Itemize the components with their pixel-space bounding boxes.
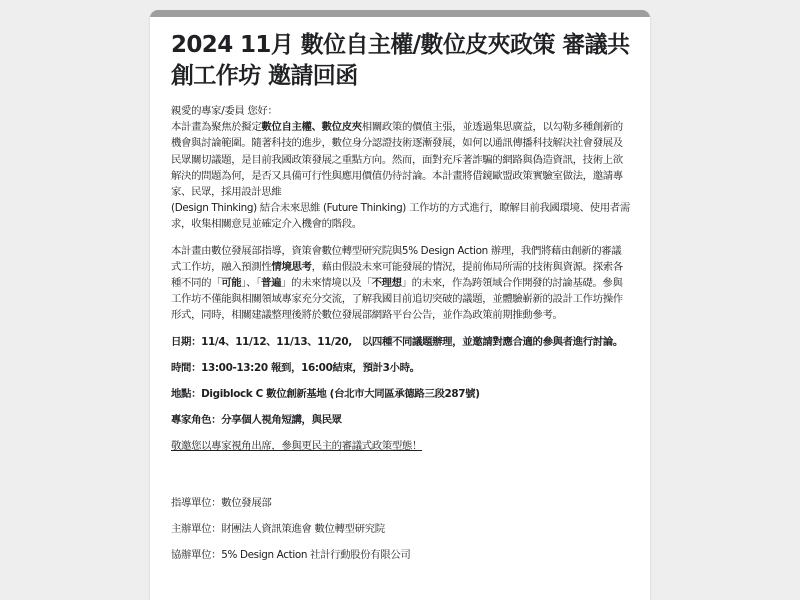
- form-description: [171, 103, 630, 563]
- paragraph-2: [171, 243, 630, 324]
- para2-bold-3: 普遍: [261, 277, 282, 290]
- card-accent-bar: [150, 10, 650, 17]
- para2-text-3: 」、「: [241, 277, 262, 290]
- intro-text-1: 本計畫為聚焦於擬定: [171, 121, 262, 134]
- form-header-card: [150, 10, 650, 600]
- para2-text-4: 」的未來情境以及「: [281, 277, 372, 290]
- intro-paragraph: [171, 119, 630, 200]
- invite-line: 敬邀您以專家視角出席，參與更民主的審議式政策型態！: [171, 440, 423, 453]
- intro-text-3: 相關政策的價值主張，並透過集思廣益，以勾勒多種創新的機會與討論範圍。隨著科技的進步，數位身分認證技術逐漸發展，如何以通訊傳播科技解決社會發展及民眾關切議題，是目前我國政策發展之重點方向。然而，面對充斥著詐騙的網路與偽造資訊，技術上欲解決的問題為何，是否又具備可行性與應用價值仍待討論。本計畫將借鏡歐盟政策實驗室做法，邀請專家、民眾，採用設計思維: [171, 121, 623, 199]
- para2-bold-4: 不理想: [371, 277, 402, 290]
- time-line: 時間：13:00-13:20 報到，16:00結束，預計3小時。: [171, 361, 420, 374]
- para2-text-1: 本計畫由數位發展部指導，資策會數位轉型研究院與5% Design Action 辦理，我們將藉由創新的審議式工作坊，融入預測性: [171, 244, 622, 273]
- intro-bold-2: 數位皮夾: [321, 121, 362, 134]
- intro-paragraph-cont: (Design Thinking) 結合未來思維 (Future Thinking) 工作坊的方式進行，瞭解目前我國環境、使用者需求，收集相關意見並確定介入機會的階段。: [171, 202, 630, 231]
- para2-text-5: 」的未來，作為跨領域合作開發的討論基礎。參與工作坊不僅能與相關領域專家充分交流，了解我國目前追切突破的議題，並體驗嶄新的設計工作坊操作形式，同時，相關建議整理後將於數位發展部網路平台公告，並作為政策前期推動參考。: [171, 277, 623, 322]
- role-line: 專家角色：分享個人視角短講，與民眾: [171, 414, 342, 427]
- para2-bold-1: 情境思考: [271, 260, 312, 273]
- date-line: 日期：11/4、11/12、11/13、11/20, 以四種不同議題辦理，並邀請對應合適的參與者進行討論。: [171, 335, 623, 348]
- intro-text-2: 、: [311, 121, 322, 134]
- intro-bold-1: 數位自主權: [261, 121, 312, 134]
- place-line: 地點：Digiblock C 數位創新基地 (台北市大同區承德路三段287號): [171, 388, 480, 401]
- greeting: 親愛的專家/委員 您好：: [171, 105, 278, 117]
- form-title: 2024 11月 數位自主權/數位皮夾政策 審議共創工作坊 邀請回函: [171, 32, 630, 89]
- co-unit: 協辦單位：5% Design Action 社計行動股份有限公司: [171, 549, 411, 562]
- card-content: [150, 17, 650, 563]
- guide-unit: 指導單位：數位發展部: [171, 496, 272, 509]
- para2-text-2: ，藉由假設未來可能發展的情況，提前佈局所需的技術與資源。探索各種不同的「: [171, 260, 623, 290]
- host-unit: 主辦單位：財團法人資訊策進會 數位轉型研究院: [171, 522, 385, 535]
- para2-bold-2: 可能: [221, 277, 242, 290]
